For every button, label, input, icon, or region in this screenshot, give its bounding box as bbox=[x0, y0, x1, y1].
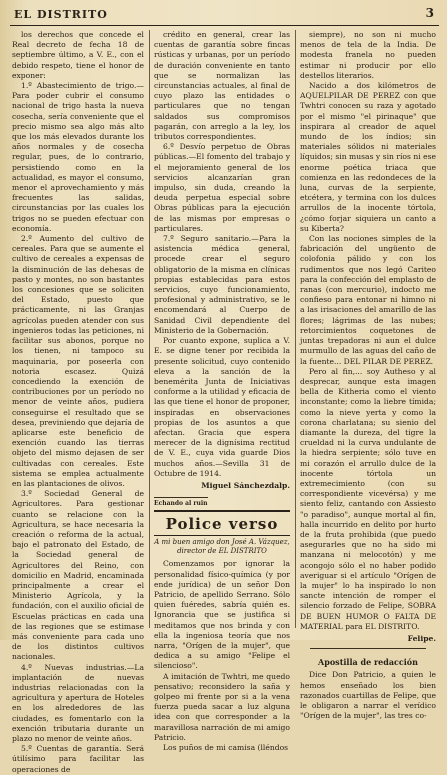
paragraph: los derechos que concede el Real decreto de fecha 18 de septiembre último, a V. E., con el debido respeto, tiene el honor de exponer: bbox=[12, 30, 144, 80]
section-label: Echando al ruin bbox=[154, 497, 208, 508]
paragraph: 4.º Nuevas industrias.—La implantación de nuevas industrias relacionadas con la agricultura y apertura de Hoteles en los alrededores de las ciudades, es fomentarlo con la exención tributaria durante un plazo no menor de veinte años. bbox=[12, 662, 144, 744]
paragraph: Pero al fin,... soy Autheso y al desprecar, aunque esta imagen bella de Kitheria como el viento inconstante; como la liebre tímida; como la nieve yerta y como la corona charlatana; su sienio del diamante la dureza, del tigre la crueldad ni la curva undulante de la hiedra serpiente; sólo tuve en mi corazón el arrullo dulce de la inocente tórtola un extremecimiento (con su correspondiente vicevérsa) y me siento feliz, cantando con Assiesto "o paradiso", aunque mortal al fin, halla incurrido en delito por hurto de la fruta prohibida (que puedo asegurarles que no ha sido mi manzana ni melocotón) y me acongojo sólo el no haber podido averiguar si el artículo "Orígen de la mujer" lo ha inspirado lo non sancte intención de romper el silencio forzado de Felipe, SOBRA DE BUEN HUMOR O FALTA DE MATERIAL para EL DISTRITO. bbox=[300, 366, 436, 631]
column-middle bbox=[154, 30, 290, 753]
column-divider bbox=[149, 30, 150, 628]
signature: Miguel Sánchezdalp. bbox=[201, 480, 290, 490]
column-divider bbox=[295, 30, 296, 628]
column-right bbox=[300, 30, 436, 721]
page-number: 3 bbox=[425, 6, 435, 20]
paragraph: 3.º Sociedad General de Agricultores. Para gestionar cuanto se relacione con la Agricultura, se hace necesaria la creación o reforma de la actual, bajo el patronato del Estado, de la Sociedad general de Agricultores del Reino, con domicilio en Madrid, encaminada principalmente a crear el Ministerio Agrícola, y la fundación, con el auxilio oficial de Escuelas prácticas en cada una de las regiones que se estimase más conveniente para cada uno de los distintos cultivos nacionales. bbox=[12, 489, 144, 662]
article-title: Police verso bbox=[154, 510, 290, 536]
newspaper-title: EL DISTRITO bbox=[14, 8, 108, 21]
paragraph: Nacido a dos kilómetros de AQUELPILAR DE PEREZ con que Twhtri conocen su raza y agotado por el mismo "el pirinaque" que inspirara al creador de aquel mundo de los índios; sin materiales sólidos ni materiales líquidos; sin musas y sin ríos ni ese enorme poética triaca que comienza en las redondeces de la luna, curvas de la serpiente, etcétera, y termina con los dulces arrullos de la inocente tórtola, ¿cómo forjar siquiera un canto a su Kiberta? bbox=[300, 81, 436, 233]
section-heading: Apostilla de redacción bbox=[318, 657, 418, 668]
paragraph: crédito en general, crear las cuentas de garantía sobre fincas rústicas y urbanas, por un período de duración conveniente en tanto que se normalizan las circunstancias actuales, al final de cuyo plazo las entidades o particulares que no tengan saldados sus compromisos pagarán, con arreglo a la ley, los tributos correspondientes. bbox=[154, 30, 290, 142]
section-rule bbox=[310, 648, 426, 649]
page-header bbox=[14, 6, 437, 26]
paragraph: 2.º Aumento del cultivo de cereales. Para que se aumente el cultivo de cereales a expensas de la disminución de las dehesas de pasto y montes, no son bastantes los concesiones que se soliciten del Estado, puesto que prácticamente, ni las Granjas agrícolas pueden atender con sus ingenieros todas las peticiones, ni facilitar sus abonos, porque no los tienen, ni tampoco su maquinaria, por poseerla con notoria escasez. Quizá concediendo la exención de contribuciones por un período no menor de veinte años, pudiera conseguirse el resultado que se desea, previniendo que dejaría de aplicarse este beneficio de exención cuando las tierras objeto del mismo dejasen de ser cultivadas con cereales. Este sistema se emplea actualmente en las plantaciones de olivos. bbox=[12, 234, 144, 488]
signature: Felipe. bbox=[407, 633, 436, 643]
paragraph: A imitación de Twhtri, me quedo pensativo; reconsidero la saña y golpeo mi frente por si a la vena fuerza pueda sacar a luz alguna idea con que corresponder a la maravillosa narración de mi amigo Patricio. bbox=[154, 671, 290, 742]
paragraph: Con las nociones simples de la fabricación del ungüento de colofonia pálido y con los rudimentos que nos legó Cariteo para la confección del emplasto de ranas (con mercurio), indocto me confieso para entonar ni himno ni a las irisaciones del amarillo de las flores; lágrimas de las nubes; retorcimientos coquetones de juntas trepadoras ni aun el dulce murmullo de las aguas del caño de la fuente... DEL PILAR DE PEREZ. bbox=[300, 234, 436, 366]
paragraph: Por cuanto expone, suplica a V. E. se digne tener por recibida la presente solicitud, cuyo contenido eleva a la sanción de la benemérita Junta de Iniciativas conforme a la utilidad y eficacia de las que tiene el honor de proponer, inspiradas en observaciones propias de los asuntos a que afectan. Gracia que espera merecer de la dignísima rectitud de V. E., cuya vida guarde Dios muchos años.—Sevilla 31 de Octubre de 1914. bbox=[154, 336, 290, 478]
paragraph: siempre), no son ni mucho menos de tela de la India. De modesta franela no pueden estimar ni producir por ello destellos literarios. bbox=[300, 30, 436, 80]
column-left bbox=[12, 30, 144, 775]
paragraph: Dice Don Patricio, a quien le hemos enseñado los bien razonados cuartillas de Felipe, que le obligaron a narrar el verídico "Orígen de la mujer", las tres co- bbox=[300, 670, 436, 721]
paragraph: 6.º Desvío perpetuo de Obras públicas.—El fomento del trabajo y el mejoramiento general de los servicios alcanzarían gran impulso, sin duda, creando la deuda perpetua especial sobre Obras públicas para la ejecución de las mismas por empresas o particulares. bbox=[154, 142, 290, 233]
article-dedication: A mi buen amigo don José A. Vázquez, director de EL DISTRITO bbox=[154, 538, 290, 556]
paragraph: 1.º Abastecimiento de trigo.—Para poder cubrir el consumo nacional de trigo hasta la nueva cosecha, sería conveniente que el precio mismo sea algo más alto que los más elevados durante los años normales y de cosecha regular, pues, de lo contrario, persistiendo como en la actualidad, es mayor el consumo, menor el aprovechamiento y más frecuentes las salidas, circunstancias por las cuales los trigos no se pueden efectuar con economía. bbox=[12, 81, 144, 233]
paragraph: 5.º Cuentas de garantía. Será útilísimo para facilitar las operaciones de bbox=[12, 744, 144, 774]
header-rule bbox=[10, 25, 439, 26]
paragraph: 7.º Seguro sanitario.—Para la asistencia médica general, procede crear el seguro obligatorio de la misma en clínicas propias establecidas para estos servicios, cuyo funcionamiento, profesional y administrativo, se le encomendará al Cuerpo de Sanidad Civil dependiente del Ministerio de la Gobernación. bbox=[154, 234, 290, 335]
paragraph: Comenzamos por ignorar la personalidad físico-química (y por ende jurídica) de un señor Don Patricio, de apellido Serrano. Sólo quien fuéredes, sabría quién es. Ignorancia que se justifica si meditamos que nos brinda y con ella la ingeniosa teoría que nos narra, "Orígen de la mujer", que dedica a su amigo "Felipe el silencioso". bbox=[154, 559, 290, 671]
paragraph: Los puños de mi camisa (lléndos bbox=[163, 743, 289, 752]
